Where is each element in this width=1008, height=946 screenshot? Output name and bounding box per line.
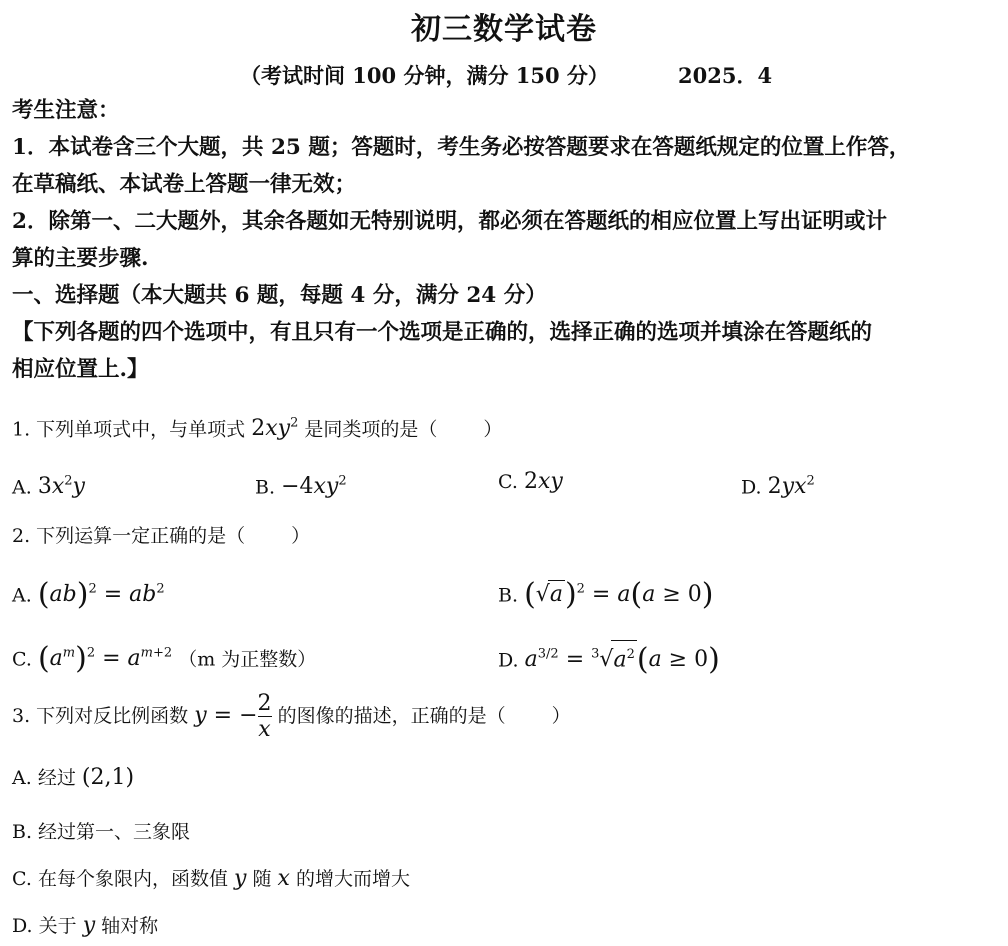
note-1-line-1: 1．本试卷含三个大题，共 25 题；答题时，考生务必按答题要求在答题纸规定的位置上作答， — [12, 135, 911, 160]
option-label: C. — [12, 648, 32, 671]
exam-info: （考试时间 100 分钟，满分 150 分） — [240, 63, 609, 88]
question-2-option-a: A. $(ab)^2 = ab^2$ — [12, 577, 165, 613]
option-d-var-y: y — [82, 913, 96, 938]
exam-title: 初三数学试卷 — [411, 12, 597, 47]
option-d-text-a: D. 关于 — [12, 915, 77, 937]
question-3-text-a: 3. 下列对反比例函数 — [12, 705, 189, 727]
question-1-option-a: A. $3x^2y$ — [12, 474, 85, 500]
question-3-option-a — [12, 764, 134, 792]
option-a-text: 经过 — [37, 767, 76, 789]
option-label: B. — [498, 584, 519, 607]
question-3-option-d — [12, 912, 158, 940]
option-label: A. — [12, 584, 32, 607]
option-d-text-b: 轴对称 — [101, 915, 159, 937]
question-1-option-d: D. $2yx^2$ — [741, 474, 815, 500]
option-label: C. — [498, 471, 518, 493]
option-c-var-y: y — [234, 866, 247, 891]
question-3-text-b: 的图像的描述，正确的是（ — [277, 705, 506, 727]
question-2-option-c: C. $(a^m)^2 = a^{m+2}$ （m 为正整数） — [12, 641, 317, 677]
note-2-line-2: 算的主要步骤. — [12, 246, 149, 271]
option-label: D. — [741, 476, 762, 499]
option-label: A. — [12, 767, 32, 789]
question-3: 3. 下列对反比例函数 y = − $\frac{2}{x}$ 的图像的描述，正确的是（ ） — [12, 691, 571, 742]
question-1-text-a: 1. 下列单项式中，与单项式 — [12, 418, 246, 441]
notes-heading: 考生注意： — [12, 98, 120, 123]
question-3-option-c — [12, 865, 410, 893]
option-c-var-x: x — [277, 866, 290, 891]
section-1-heading: 一、选择题（本大题共 6 题，每题 4 分，满分 24 分） — [12, 283, 547, 308]
question-2-option-b: B. $(√a)^2 = a(a \ge 0)$ — [498, 577, 714, 613]
question-3-fraction: $\frac{2}{x}$ — [257, 691, 272, 742]
note-2-line-1: 2．除第一、二大题外，其余各题如无特别说明，都必须在答题纸的相应位置上写出证明或计 — [12, 209, 887, 234]
question-2-option-c-note: （m 为正整数） — [178, 648, 317, 671]
question-1 — [12, 410, 502, 443]
exam-date: 2025．4 — [678, 63, 773, 88]
option-c-text-c: 的增大而增大 — [296, 868, 411, 890]
option-a-point: (2,1) — [81, 765, 135, 790]
question-1-option-b: B. $-4xy^2$ — [255, 474, 347, 500]
question-3-close: ） — [551, 705, 571, 727]
note-1-line-2: 在草稿纸、本试卷上答题一律无效； — [12, 172, 357, 197]
section-1-instruction-line-1: 【下列各题的四个选项中，有且只有一个选项是正确的，选择正确的选项并填涂在答题纸的 — [12, 320, 873, 345]
question-3-option-b: B. 经过第一、三象限 — [12, 821, 191, 843]
question-2 — [12, 522, 310, 550]
option-c-text-a: C. 在每个象限内，函数值 — [12, 868, 228, 890]
question-1-option-c: C. 2xy — [498, 469, 563, 494]
question-1-close: ） — [483, 418, 503, 441]
question-2-text: 2. 下列运算一定正确的是（ — [12, 525, 246, 547]
question-2-close: ） — [291, 525, 311, 547]
option-c-text-b: 随 — [252, 868, 272, 890]
option-label: A. — [12, 476, 32, 499]
question-1-monomial: $2xy^2$ — [251, 416, 299, 442]
option-label: D. — [498, 649, 519, 672]
option-label: B. — [255, 476, 276, 499]
question-2-option-d: D. $a^{3/2} = ^3√a^2(a \ge 0)$ — [498, 640, 720, 674]
section-1-instruction-line-2: 相应位置上.】 — [12, 357, 149, 382]
question-1-text-b: 是同类项的是（ — [304, 418, 438, 441]
